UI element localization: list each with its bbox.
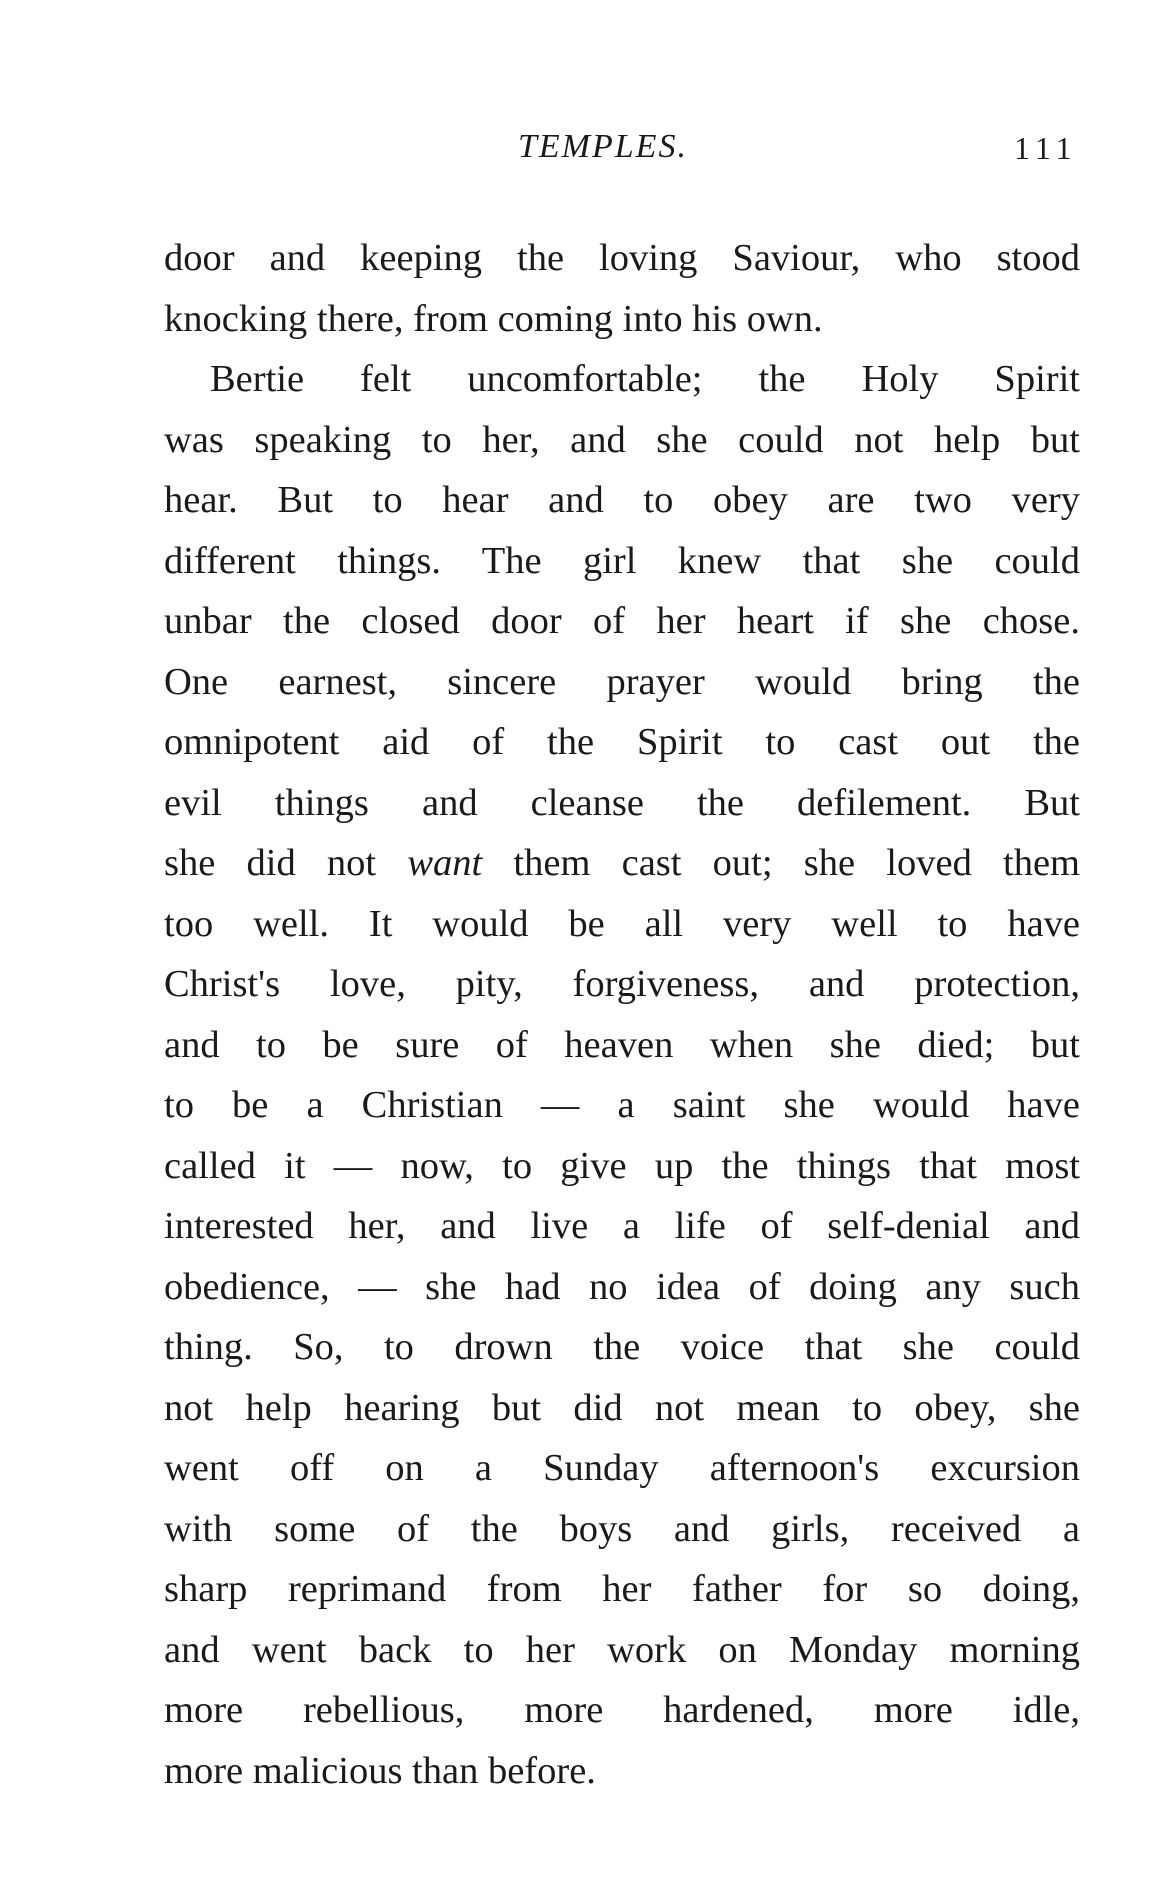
text-line: too well. It would be all very well to have: [164, 902, 1080, 945]
text-line: thing. So, to drown the voice that she could: [164, 1326, 1080, 1368]
text-line: and went back to her work on Monday morning: [164, 1628, 1080, 1671]
running-title: TEMPLES.: [518, 128, 688, 165]
text-line: knocking there, from coming into his own.: [164, 297, 823, 340]
text-line: different things. The girl knew that she could: [164, 539, 1080, 582]
text-line: [164, 833, 1080, 894]
text-line: went off on a Sunday afternoon's excursion: [164, 1447, 1080, 1489]
text-line: not help hearing but did not mean to obey, she: [164, 1386, 1080, 1429]
text-line: hear. But to hear and to obey are two very: [164, 479, 1080, 521]
body-text: [164, 228, 1080, 1801]
page-number: 111: [1014, 130, 1078, 166]
text-line: to be a Christian — a saint she would have: [164, 1084, 1080, 1126]
text-segment: them cast out; she loved them: [513, 842, 1080, 884]
text-line: unbar the closed door of her heart if she chose.: [164, 600, 1080, 642]
text-line: omnipotent aid of the Spirit to cast out the: [164, 721, 1080, 763]
text-line: door and keeping the loving Saviour, who stood: [164, 237, 1080, 279]
text-line: Christ's love, pity, forgiveness, and protection,: [164, 963, 1080, 1005]
text-line: evil things and cleanse the defilement. But: [164, 781, 1080, 824]
text-line: was speaking to her, and she could not help but: [164, 418, 1080, 461]
running-head: [0, 128, 1162, 168]
text-line: Bertie felt uncomfortable; the Holy Spirit: [210, 358, 1080, 400]
emphasized-word: want: [407, 842, 483, 884]
text-line: sharp reprimand from her father for so doing,: [164, 1568, 1080, 1610]
text-segment: she did not: [164, 842, 377, 884]
text-line: and to be sure of heaven when she died; but: [164, 1023, 1080, 1066]
text-line: more rebellious, more hardened, more idle,: [164, 1689, 1080, 1731]
text-line: more malicious than before.: [164, 1749, 596, 1792]
text-line: called it — now, to give up the things that most: [164, 1144, 1080, 1187]
text-line: One earnest, sincere prayer would bring the: [164, 660, 1080, 703]
text-line: interested her, and live a life of self-denial and: [164, 1205, 1080, 1247]
text-line: with some of the boys and girls, received a: [164, 1507, 1080, 1550]
text-line: obedience, — she had no idea of doing any such: [164, 1265, 1080, 1308]
